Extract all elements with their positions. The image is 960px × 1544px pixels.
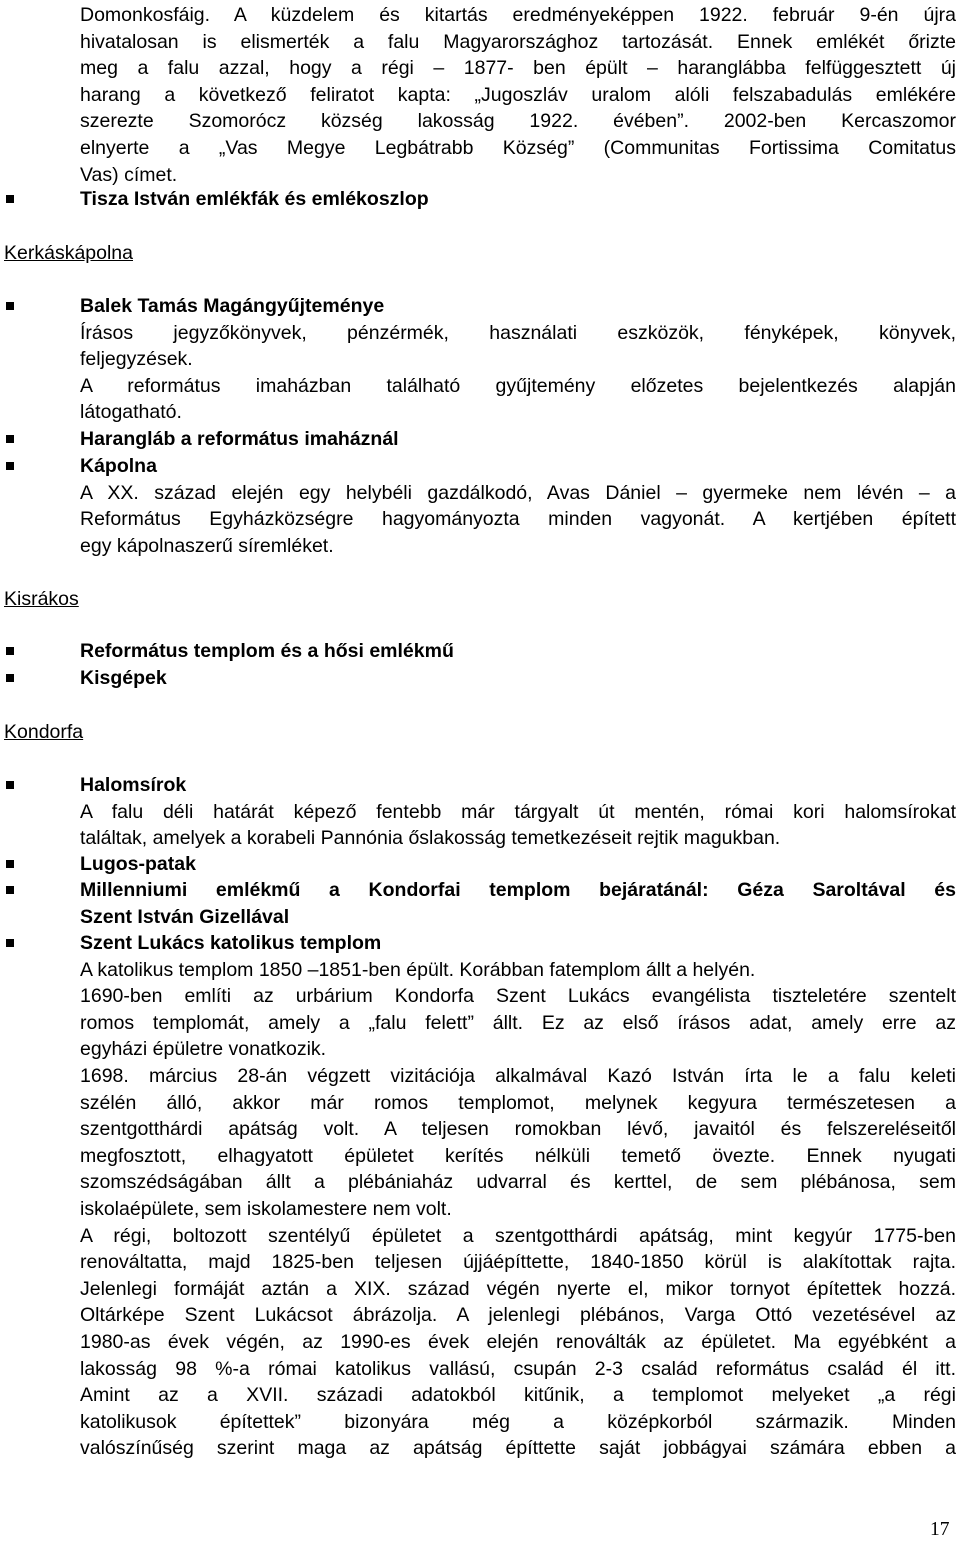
text-line: egy kápolnaszerű síremléket. [80, 534, 334, 557]
text-line: feljegyzések. [80, 348, 193, 371]
bullet-square-icon [6, 860, 14, 868]
text-line: hivatalosan is elismerték a falu Magyarországhoz tartozását. Ennek emlékét őrizte [80, 30, 956, 53]
text-line: Oltárképe Szent Lukácsot ábrázolja. A jelenlegi plébános, Varga Ottó vezetésével az [80, 1304, 956, 1327]
bullet-square-icon [6, 195, 14, 203]
list-item-title: Református templom és a hősi emlékmű [80, 640, 454, 662]
bullet-square-icon [6, 674, 14, 682]
text-line: A falu déli határát képező fentebb már tárgyalt út mentén, római kori halomsírokat [80, 800, 956, 823]
text-line: Amint az a XVII. századi adatokból kitűnik, a templomot melyeket „a régi [80, 1384, 956, 1407]
text-line: iskolaépülete, sem iskolamestere nem volt. [80, 1197, 452, 1220]
list-item [80, 851, 956, 878]
text-line: szélén álló, akkor már romos templomot, melynek kegyura természetesen a [80, 1091, 956, 1114]
bullet-square-icon [6, 647, 14, 655]
bullet-square-icon [6, 939, 14, 947]
text-line: harang a következő feliratot kapta: „Jugoszláv uralom alóli felszabadulás emlékére [80, 83, 956, 106]
text-line: 1690-ben említi az urbárium Kondorfa Szent Lukács evangélista tiszteletére szentelt [80, 985, 956, 1008]
list-item [80, 877, 956, 930]
text-line: szerezte Szomorócz község lakosság 1922. évében”. 2002-ben Kercaszomor [80, 110, 956, 133]
text-line: elnyerte a „Vas Megye Legbátrabb Község” (Communitas Fortissima Comitatus [80, 136, 956, 159]
section-heading-kisrakos: Kisrákos [4, 588, 79, 610]
text-line: valószínűség szerint maga az apátság építtette saját jobbágyai számára ebben a [80, 1437, 956, 1460]
section-heading-kerkaskapolna: Kerkáskápolna [4, 242, 133, 264]
text-line: Domonkosfáig. A küzdelem és kitartás eredményeképpen 1922. február 9-én újra [80, 4, 956, 26]
text-line: látogatható. [80, 401, 182, 424]
bullet-square-icon [6, 302, 14, 310]
bullet-square-icon [6, 781, 14, 789]
text-line: megfosztott, elhagyatott épületet kerítés nélküli temető övezte. Ennek nyugati [80, 1144, 956, 1167]
text-line: Írásos jegyzőkönyvek, pénzérmék, használati eszközök, fényképek, könyvek, [80, 321, 956, 344]
list-item [80, 453, 956, 559]
list-item [80, 665, 956, 692]
list-item-title: Harangláb a református imaháznál [80, 428, 399, 450]
intro-paragraph [80, 2, 956, 188]
text-line: meg a falu azzal, hogy a régi – 1877- ben épült – haranglábba felfüggesztett új [80, 57, 956, 80]
list-item [80, 772, 956, 852]
text-line: romos templomát, amely a „falu felett” állt. Ez az első írásos adat, amely erre az [80, 1011, 956, 1034]
list-item-title: Tisza István emlékfák és emlékoszlop [80, 188, 429, 210]
text-line: szentgotthárdi apátság volt. A teljesen romokban lévő, javaitól és felszereléseitől [80, 1118, 956, 1141]
section-heading-kondorfa: Kondorfa [4, 721, 84, 743]
text-line: A katolikus templom 1850 –1851-ben épült. Korábban fatemplom állt a helyén. [80, 958, 756, 981]
list-item [80, 930, 956, 1462]
text-line: Vas) címet. [80, 163, 178, 186]
list-item [80, 638, 956, 665]
text-line: lakosság 98 %-a római katolikus vallású, csupán 2-3 család református család él itt. [80, 1357, 956, 1380]
bullet-square-icon [6, 435, 14, 443]
list-item [80, 186, 956, 213]
text-line: találtak, amelyek a korabeli Pannónia őslakosság temetkezéseit rejtik magukban. [80, 827, 781, 850]
text-line: Református Egyházközségre hagyományozta minden vagyonát. A kertjében épített [80, 508, 956, 531]
text-line: Jelenlegi formáját aztán a XIX. század végén nyerte el, mikor tornyot építettek hozzá. [80, 1277, 956, 1300]
lukacs-body [80, 957, 956, 1462]
list-item-title: Halomsírok [80, 774, 187, 796]
text-line: A református imaházban található gyűjtemény előzetes bejelentkezés alapján [80, 374, 956, 397]
list-item-title: Millenniumi emlékmű a Kondorfai templom bejáratánál: Géza Saroltával és [80, 879, 956, 901]
list-item [80, 426, 956, 453]
text-line: renováltatta, majd 1825-ben teljesen újjáépíttette, 1840-1850 körül is alakítottak rajta. [80, 1251, 956, 1274]
list-item-title: Szent Lukács katolikus templom [80, 932, 382, 954]
list-item-title: Kápolna [80, 455, 157, 477]
text-line: egyházi épületre vonatkozik. [80, 1038, 327, 1061]
text-line: A régi, boltozott szentélyű épületet a szentgotthárdi apátság, mint kegyúr 1775-ben [80, 1224, 956, 1247]
text-line: A XX. század elején egy helybéli gazdálkodó, Avas Dániel – gyermeke nem lévén – a [80, 481, 956, 504]
bullet-square-icon [6, 886, 14, 894]
text-line: szomszédságában állt a plébániaház udvarral és kerttel, de sem plébánosa, sem [80, 1171, 956, 1194]
list-item-title: Kisgépek [80, 667, 167, 689]
list-item [80, 293, 956, 426]
bullet-square-icon [6, 462, 14, 470]
text-line: 1980-as évek végén, az 1990-es évek elején renoválták az épületet. Ma egyébként a [80, 1330, 956, 1353]
text-line: katolikusok építettek” bizonyára még a középkorból származik. Minden [80, 1410, 956, 1433]
page-number: 17 [930, 1519, 950, 1540]
list-item-title: Lugos-patak [80, 853, 196, 875]
list-item-title: Balek Tamás Magángyűjteménye [80, 295, 385, 317]
text-line: 1698. március 28-án végzett vizitációja alkalmával Kazó István írta le a falu keleti [80, 1064, 956, 1087]
list-item-title: Szent István Gizellával [80, 905, 290, 928]
